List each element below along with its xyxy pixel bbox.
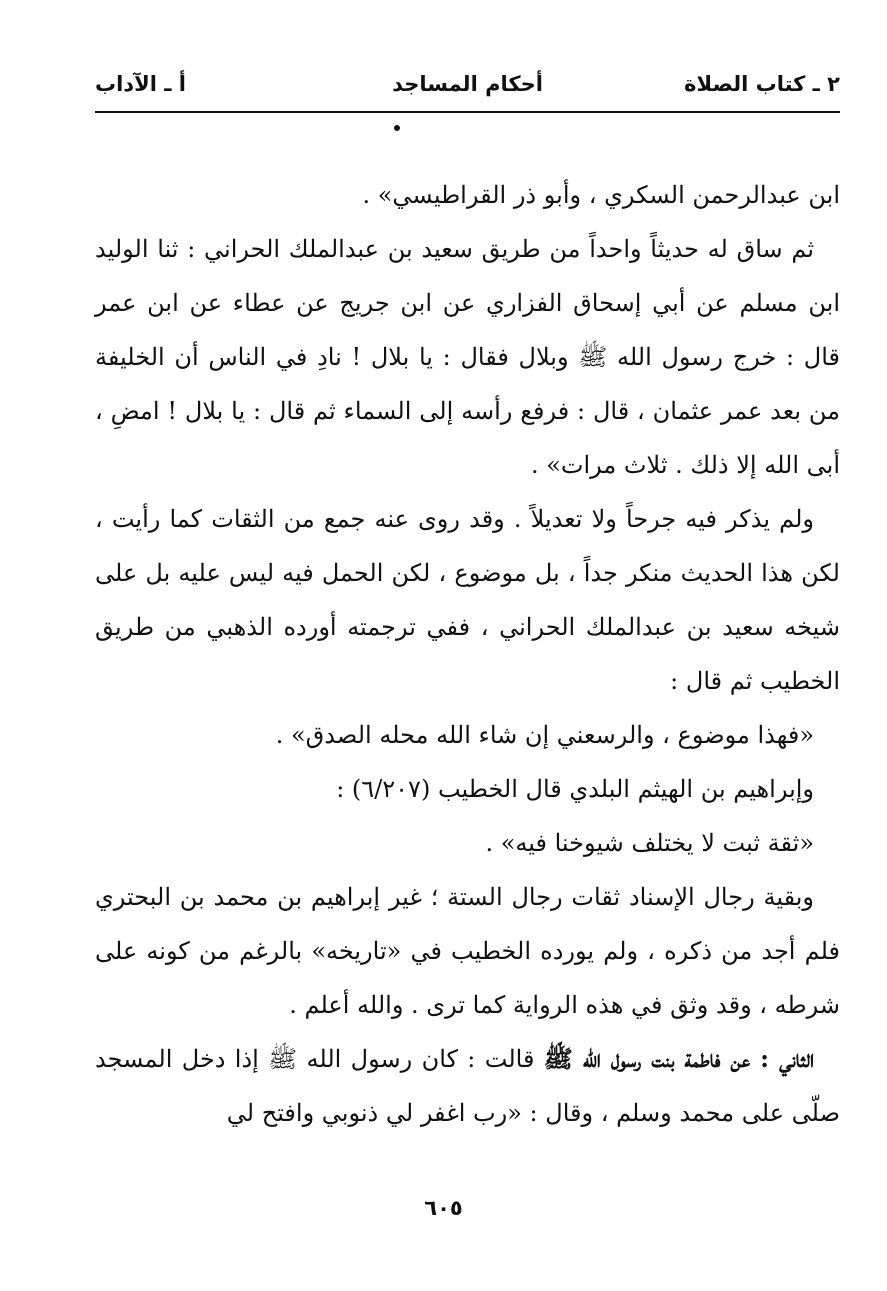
- section-title: أ ـ الآداب: [95, 72, 186, 96]
- paragraph-text: «ثقة ثبت لا يختلف شيوخنا فيه» .: [485, 829, 814, 857]
- paragraph-hadith-narration: [95, 222, 840, 492]
- dot-mark: [394, 125, 400, 131]
- paragraph-quote: [95, 816, 840, 870]
- paragraph-isnad-note: [95, 870, 840, 1032]
- main-text: [95, 168, 840, 1140]
- paragraph-text: وبقية رجال الإسناد ثقات رجال الستة ؛ غير إبراهيم بن محمد بن البحتري فلم أجد من ذكره ، ولم يورده الخطيب في «تاريخه» بالرغم من كونه على شرطه ، وقد وثق في هذه الرواية كما ترى . والله أعلم .: [95, 883, 840, 1019]
- chapter-title: ٢ ـ كتاب الصلاة: [684, 72, 840, 96]
- paragraph-text: ولم يذكر فيه جرحاً ولا تعديلاً . وقد روى عنه جمع من الثقات كما رأيت ، لكن هذا الحديث منكر جداً ، بل موضوع ، لكن الحمل فيه ليس عليه بل على شيخه سعيد بن عبدالملك الحراني ، ففي ترجمته أورده الذهبي من طريق الخطيب ثم قال :: [95, 505, 840, 695]
- paragraph-continuation: [95, 168, 840, 222]
- paragraph-text: «فهذا موضوع ، والرسعني إن شاء الله محله الصدق» .: [275, 721, 814, 749]
- page-title: أحكام المساجد: [392, 72, 543, 96]
- page-number: ٦٠٥: [424, 1196, 463, 1220]
- paragraph-quote: [95, 708, 840, 762]
- paragraph-text: قالت : كان رسول الله ﷺ إذا دخل المسجد صلّى على محمد وسلم ، وقال : «رب اغفر لي ذنوبي وافتح لي: [95, 1045, 840, 1127]
- paragraph-second-hadith: [95, 1032, 840, 1140]
- paragraph-text: وإبراهيم بن الهيثم البلدي قال الخطيب (٦/٢٠٧) :: [336, 775, 814, 803]
- header-divider: [95, 111, 840, 113]
- paragraph-text: ثم ساق له حديثاً واحداً من طريق سعيد بن عبدالملك الحراني : ثنا الوليد ابن مسلم عن أبي إسحاق الفزاري عن ابن جريج عن عطاء عن ابن عمر قال : خرج رسول الله ﷺ وبلال فقال : يا بلال ! نادِ في الناس أن الخليفة من بعد عمر عثمان ، قال : فرفع رأسه إلى السماء ثم قال : يا بلال ! امضِ ، أبى الله إلا ذلك . ثلاث مرات» .: [95, 235, 840, 479]
- paragraph-commentary: [95, 492, 840, 708]
- running-header: [95, 68, 840, 108]
- paragraph-text: ابن عبدالرحمن السكري ، وأبو ذر القراطيسي» .: [362, 181, 840, 209]
- paragraph-citation: [95, 762, 840, 816]
- paragraph-lead: الثاني : عن فاطمة بنت رسول الله ﷺ: [543, 1044, 814, 1073]
